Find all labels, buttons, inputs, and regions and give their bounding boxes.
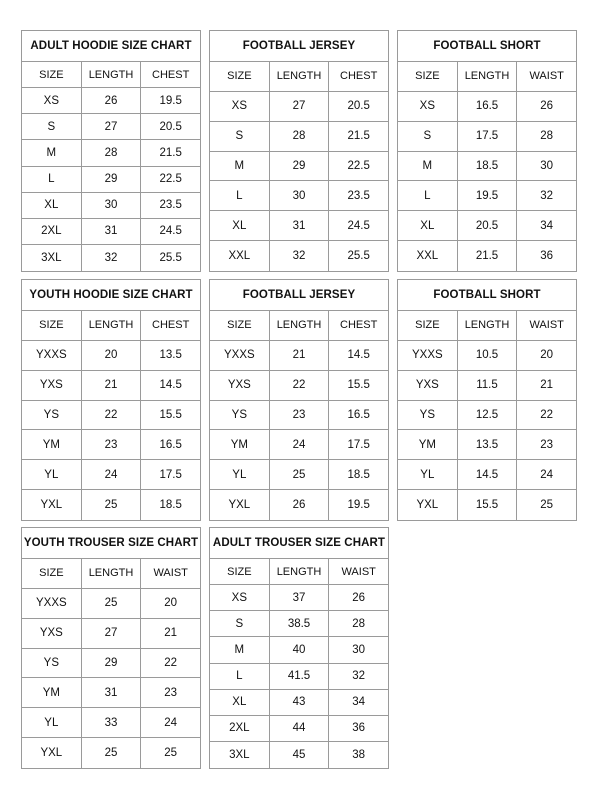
table-row bbox=[398, 430, 576, 460]
header-row bbox=[210, 559, 388, 585]
table-cell: 21 bbox=[540, 379, 554, 392]
table-cell: 34 bbox=[540, 219, 554, 232]
table-cell: YXS bbox=[210, 371, 270, 400]
table-cell: 2XL bbox=[210, 716, 270, 741]
table-cell: 25 bbox=[164, 746, 178, 759]
column-header: LENGTH bbox=[82, 559, 142, 588]
table-cell: 22 bbox=[164, 656, 178, 669]
table-cell: 45 bbox=[270, 742, 330, 768]
table-row bbox=[22, 708, 200, 738]
chart-title: FOOTBALL JERSEY bbox=[210, 31, 388, 62]
table-cell: YXXS bbox=[22, 589, 82, 618]
table-row bbox=[210, 241, 388, 271]
chart-title: FOOTBALL JERSEY bbox=[210, 280, 388, 311]
column-header: LENGTH bbox=[458, 62, 518, 91]
table-row bbox=[22, 140, 200, 166]
table-cell: 26 bbox=[540, 100, 554, 113]
table-cell: M bbox=[22, 140, 82, 165]
table-cell: 19.5 bbox=[159, 94, 182, 107]
table-row bbox=[210, 742, 388, 768]
table-row bbox=[22, 219, 200, 245]
table-cell: 22 bbox=[270, 371, 330, 400]
column-header: LENGTH bbox=[82, 62, 142, 87]
table-cell: 32 bbox=[82, 245, 142, 271]
table-cell: 3XL bbox=[22, 245, 82, 271]
table-cell: 22 bbox=[82, 401, 142, 430]
table-row bbox=[210, 152, 388, 182]
table-row bbox=[22, 401, 200, 431]
table-cell: XXL bbox=[210, 241, 270, 271]
table-row bbox=[210, 585, 388, 611]
table-cell: XS bbox=[210, 585, 270, 610]
table-cell: 23 bbox=[82, 430, 142, 459]
table-cell: 20.5 bbox=[347, 100, 370, 113]
table-cell: 26 bbox=[82, 88, 142, 113]
column-header: SIZE bbox=[22, 62, 82, 87]
table-cell: L bbox=[210, 181, 270, 210]
table-cell: 19.5 bbox=[347, 498, 370, 511]
table-cell: 31 bbox=[82, 678, 142, 707]
table-cell: 11.5 bbox=[458, 371, 518, 400]
table-cell: S bbox=[210, 611, 270, 636]
table-cell: 30 bbox=[82, 193, 142, 218]
table-cell: XS bbox=[210, 92, 270, 121]
table-row bbox=[398, 122, 576, 152]
table-cell: 41.5 bbox=[270, 664, 330, 689]
table-cell: 29 bbox=[82, 649, 142, 678]
table-row bbox=[22, 167, 200, 193]
table-row bbox=[210, 490, 388, 520]
table-cell: 36 bbox=[352, 722, 366, 735]
header-row bbox=[22, 559, 200, 589]
table-cell: 16.5 bbox=[458, 92, 518, 121]
table-cell: YS bbox=[210, 401, 270, 430]
chart-title: ADULT TROUSER SIZE CHART bbox=[210, 528, 388, 559]
header-row bbox=[210, 62, 388, 92]
chart-title: YOUTH HOODIE SIZE CHART bbox=[22, 280, 200, 311]
table-cell: YXXS bbox=[22, 341, 82, 370]
table-cell: 17.5 bbox=[159, 468, 182, 481]
table-cell: 23.5 bbox=[159, 199, 182, 212]
column-header: LENGTH bbox=[458, 311, 518, 340]
table-row bbox=[22, 245, 200, 271]
table-cell: 25 bbox=[82, 738, 142, 768]
table-row bbox=[22, 589, 200, 619]
table-row bbox=[398, 211, 576, 241]
table-cell: 23 bbox=[540, 438, 554, 451]
table-cell: 25.5 bbox=[159, 251, 182, 264]
table-cell: 25 bbox=[82, 490, 142, 520]
table-cell: YM bbox=[210, 430, 270, 459]
table-cell: 17.5 bbox=[458, 122, 518, 151]
football-short-adult-chart bbox=[397, 30, 577, 272]
table-cell: 13.5 bbox=[159, 349, 182, 362]
column-header: WAIST bbox=[529, 319, 564, 332]
table-cell: 22.5 bbox=[347, 159, 370, 172]
table-cell: YXS bbox=[22, 371, 82, 400]
chart-title: FOOTBALL SHORT bbox=[398, 280, 576, 311]
column-header: SIZE bbox=[398, 62, 458, 91]
table-cell: 24.5 bbox=[159, 225, 182, 238]
column-header: SIZE bbox=[210, 62, 270, 91]
column-header: LENGTH bbox=[270, 559, 330, 584]
table-cell: M bbox=[398, 152, 458, 181]
table-row bbox=[210, 122, 388, 152]
table-row bbox=[398, 241, 576, 271]
table-cell: 38 bbox=[352, 748, 366, 761]
table-cell: 38.5 bbox=[270, 611, 330, 636]
table-row bbox=[22, 490, 200, 520]
table-cell: YXL bbox=[22, 490, 82, 520]
table-row bbox=[210, 92, 388, 122]
table-cell: 14.5 bbox=[458, 460, 518, 489]
youth-hoodie-size-chart bbox=[21, 279, 201, 521]
table-cell: 12.5 bbox=[458, 401, 518, 430]
table-cell: 2XL bbox=[22, 219, 82, 244]
chart-title: YOUTH TROUSER SIZE CHART bbox=[22, 528, 200, 559]
table-cell: YXL bbox=[210, 490, 270, 520]
table-cell: YS bbox=[398, 401, 458, 430]
table-cell: 14.5 bbox=[159, 379, 182, 392]
football-jersey-youth-chart bbox=[209, 279, 389, 521]
table-cell: 33 bbox=[82, 708, 142, 737]
table-cell: 32 bbox=[270, 241, 330, 271]
table-cell: 24 bbox=[270, 430, 330, 459]
table-cell: 44 bbox=[270, 716, 330, 741]
table-cell: 31 bbox=[82, 219, 142, 244]
table-cell: M bbox=[210, 152, 270, 181]
table-row bbox=[398, 181, 576, 211]
table-cell: 22.5 bbox=[159, 173, 182, 186]
table-cell: 24 bbox=[164, 716, 178, 729]
table-row bbox=[210, 664, 388, 690]
table-row bbox=[210, 611, 388, 637]
table-cell: M bbox=[210, 637, 270, 662]
table-cell: 3XL bbox=[210, 742, 270, 768]
table-cell: 28 bbox=[270, 122, 330, 151]
table-cell: 21 bbox=[164, 627, 178, 640]
table-row bbox=[398, 92, 576, 122]
table-cell: 43 bbox=[270, 690, 330, 715]
table-cell: 23 bbox=[164, 686, 178, 699]
header-row bbox=[398, 62, 576, 92]
column-header: WAIST bbox=[529, 70, 564, 83]
table-row bbox=[398, 401, 576, 431]
table-row bbox=[22, 460, 200, 490]
table-cell: L bbox=[210, 664, 270, 689]
table-cell: 29 bbox=[82, 167, 142, 192]
table-cell: 18.5 bbox=[159, 498, 182, 511]
table-cell: 20.5 bbox=[458, 211, 518, 240]
header-row bbox=[210, 311, 388, 341]
chart-title: ADULT HOODIE SIZE CHART bbox=[22, 31, 200, 62]
table-cell: 26 bbox=[270, 490, 330, 520]
table-cell: 27 bbox=[82, 619, 142, 648]
table-cell: 20.5 bbox=[159, 120, 182, 133]
adult-hoodie-size-chart bbox=[21, 30, 201, 272]
table-row bbox=[22, 341, 200, 371]
football-jersey-adult-chart bbox=[209, 30, 389, 272]
table-cell: YXXS bbox=[210, 341, 270, 370]
table-cell: YL bbox=[398, 460, 458, 489]
table-cell: S bbox=[398, 122, 458, 151]
table-cell: YL bbox=[22, 708, 82, 737]
table-cell: 28 bbox=[540, 130, 554, 143]
table-cell: 10.5 bbox=[458, 341, 518, 370]
table-cell: YXL bbox=[398, 490, 458, 520]
table-cell: 15.5 bbox=[458, 490, 518, 520]
table-row bbox=[22, 619, 200, 649]
table-row bbox=[22, 678, 200, 708]
table-cell: YS bbox=[22, 649, 82, 678]
table-row bbox=[210, 341, 388, 371]
table-cell: 30 bbox=[540, 159, 554, 172]
table-cell: 32 bbox=[352, 670, 366, 683]
chart-title: FOOTBALL SHORT bbox=[398, 31, 576, 62]
table-cell: XL bbox=[398, 211, 458, 240]
table-cell: 30 bbox=[352, 643, 366, 656]
table-row bbox=[210, 401, 388, 431]
table-cell: 20 bbox=[82, 341, 142, 370]
table-cell: 20 bbox=[540, 349, 554, 362]
table-cell: 26 bbox=[352, 591, 366, 604]
table-cell: 17.5 bbox=[347, 438, 370, 451]
table-cell: 23 bbox=[270, 401, 330, 430]
table-cell: YM bbox=[22, 678, 82, 707]
table-row bbox=[22, 88, 200, 114]
table-row bbox=[22, 649, 200, 679]
table-cell: YL bbox=[22, 460, 82, 489]
table-cell: 15.5 bbox=[347, 379, 370, 392]
table-row bbox=[398, 490, 576, 520]
table-row bbox=[210, 371, 388, 401]
table-row bbox=[398, 460, 576, 490]
table-row bbox=[398, 152, 576, 182]
table-row bbox=[210, 637, 388, 663]
table-cell: 24.5 bbox=[347, 219, 370, 232]
table-cell: 30 bbox=[270, 181, 330, 210]
table-cell: 16.5 bbox=[159, 438, 182, 451]
football-short-youth-chart bbox=[397, 279, 577, 521]
table-row bbox=[210, 690, 388, 716]
column-header: SIZE bbox=[210, 559, 270, 584]
header-row bbox=[22, 62, 200, 88]
table-cell: YS bbox=[22, 401, 82, 430]
table-cell: 21.5 bbox=[347, 130, 370, 143]
table-cell: XL bbox=[22, 193, 82, 218]
column-header: LENGTH bbox=[82, 311, 142, 340]
table-cell: 25 bbox=[82, 589, 142, 618]
table-cell: S bbox=[210, 122, 270, 151]
table-cell: 13.5 bbox=[458, 430, 518, 459]
table-cell: 14.5 bbox=[347, 349, 370, 362]
table-cell: XXL bbox=[398, 241, 458, 271]
table-cell: YL bbox=[210, 460, 270, 489]
table-cell: 28 bbox=[82, 140, 142, 165]
table-cell: 24 bbox=[82, 460, 142, 489]
column-header: SIZE bbox=[210, 311, 270, 340]
table-row bbox=[22, 371, 200, 401]
column-header: CHEST bbox=[340, 319, 378, 332]
column-header: WAIST bbox=[153, 567, 188, 580]
table-cell: 21.5 bbox=[458, 241, 518, 271]
table-cell: 37 bbox=[270, 585, 330, 610]
table-cell: 19.5 bbox=[458, 181, 518, 210]
table-cell: 29 bbox=[270, 152, 330, 181]
table-cell: 24 bbox=[540, 468, 554, 481]
table-cell: 21 bbox=[82, 371, 142, 400]
table-cell: 32 bbox=[540, 189, 554, 202]
table-cell: 25.5 bbox=[347, 249, 370, 262]
table-cell: YXS bbox=[398, 371, 458, 400]
table-cell: XL bbox=[210, 690, 270, 715]
table-cell: L bbox=[398, 181, 458, 210]
column-header: WAIST bbox=[341, 565, 376, 578]
column-header: CHEST bbox=[152, 319, 190, 332]
table-cell: 27 bbox=[82, 114, 142, 139]
table-cell: XS bbox=[22, 88, 82, 113]
table-cell: 18.5 bbox=[347, 468, 370, 481]
table-cell: XL bbox=[210, 211, 270, 240]
table-cell: 21.5 bbox=[159, 146, 182, 159]
table-cell: 25 bbox=[540, 498, 554, 511]
table-cell: YXS bbox=[22, 619, 82, 648]
table-cell: 31 bbox=[270, 211, 330, 240]
table-cell: 40 bbox=[270, 637, 330, 662]
column-header: SIZE bbox=[22, 311, 82, 340]
table-row bbox=[210, 181, 388, 211]
table-cell: YM bbox=[398, 430, 458, 459]
table-row bbox=[210, 460, 388, 490]
table-cell: 28 bbox=[352, 617, 366, 630]
column-header: SIZE bbox=[22, 559, 82, 588]
table-cell: L bbox=[22, 167, 82, 192]
table-row bbox=[22, 430, 200, 460]
table-cell: YXXS bbox=[398, 341, 458, 370]
table-cell: 27 bbox=[270, 92, 330, 121]
column-header: CHEST bbox=[340, 70, 378, 83]
table-cell: 22 bbox=[540, 408, 554, 421]
table-cell: 25 bbox=[270, 460, 330, 489]
column-header: LENGTH bbox=[270, 311, 330, 340]
table-cell: S bbox=[22, 114, 82, 139]
table-row bbox=[210, 430, 388, 460]
table-row bbox=[210, 211, 388, 241]
table-cell: XS bbox=[398, 92, 458, 121]
column-header: SIZE bbox=[398, 311, 458, 340]
header-row bbox=[22, 311, 200, 341]
table-cell: 16.5 bbox=[347, 408, 370, 421]
column-header: CHEST bbox=[152, 68, 190, 81]
table-row bbox=[22, 193, 200, 219]
header-row bbox=[398, 311, 576, 341]
table-row bbox=[398, 371, 576, 401]
table-row bbox=[398, 341, 576, 371]
table-cell: 23.5 bbox=[347, 189, 370, 202]
table-row bbox=[210, 716, 388, 742]
table-cell: 20 bbox=[164, 597, 178, 610]
youth-trouser-size-chart bbox=[21, 527, 201, 769]
table-cell: 21 bbox=[270, 341, 330, 370]
adult-trouser-size-chart bbox=[209, 527, 389, 769]
table-cell: 15.5 bbox=[159, 408, 182, 421]
table-cell: 36 bbox=[540, 249, 554, 262]
table-cell: 18.5 bbox=[458, 152, 518, 181]
table-cell: 34 bbox=[352, 696, 366, 709]
table-row bbox=[22, 114, 200, 140]
table-cell: YXL bbox=[22, 738, 82, 768]
column-header: LENGTH bbox=[270, 62, 330, 91]
table-cell: YM bbox=[22, 430, 82, 459]
table-row bbox=[22, 738, 200, 768]
